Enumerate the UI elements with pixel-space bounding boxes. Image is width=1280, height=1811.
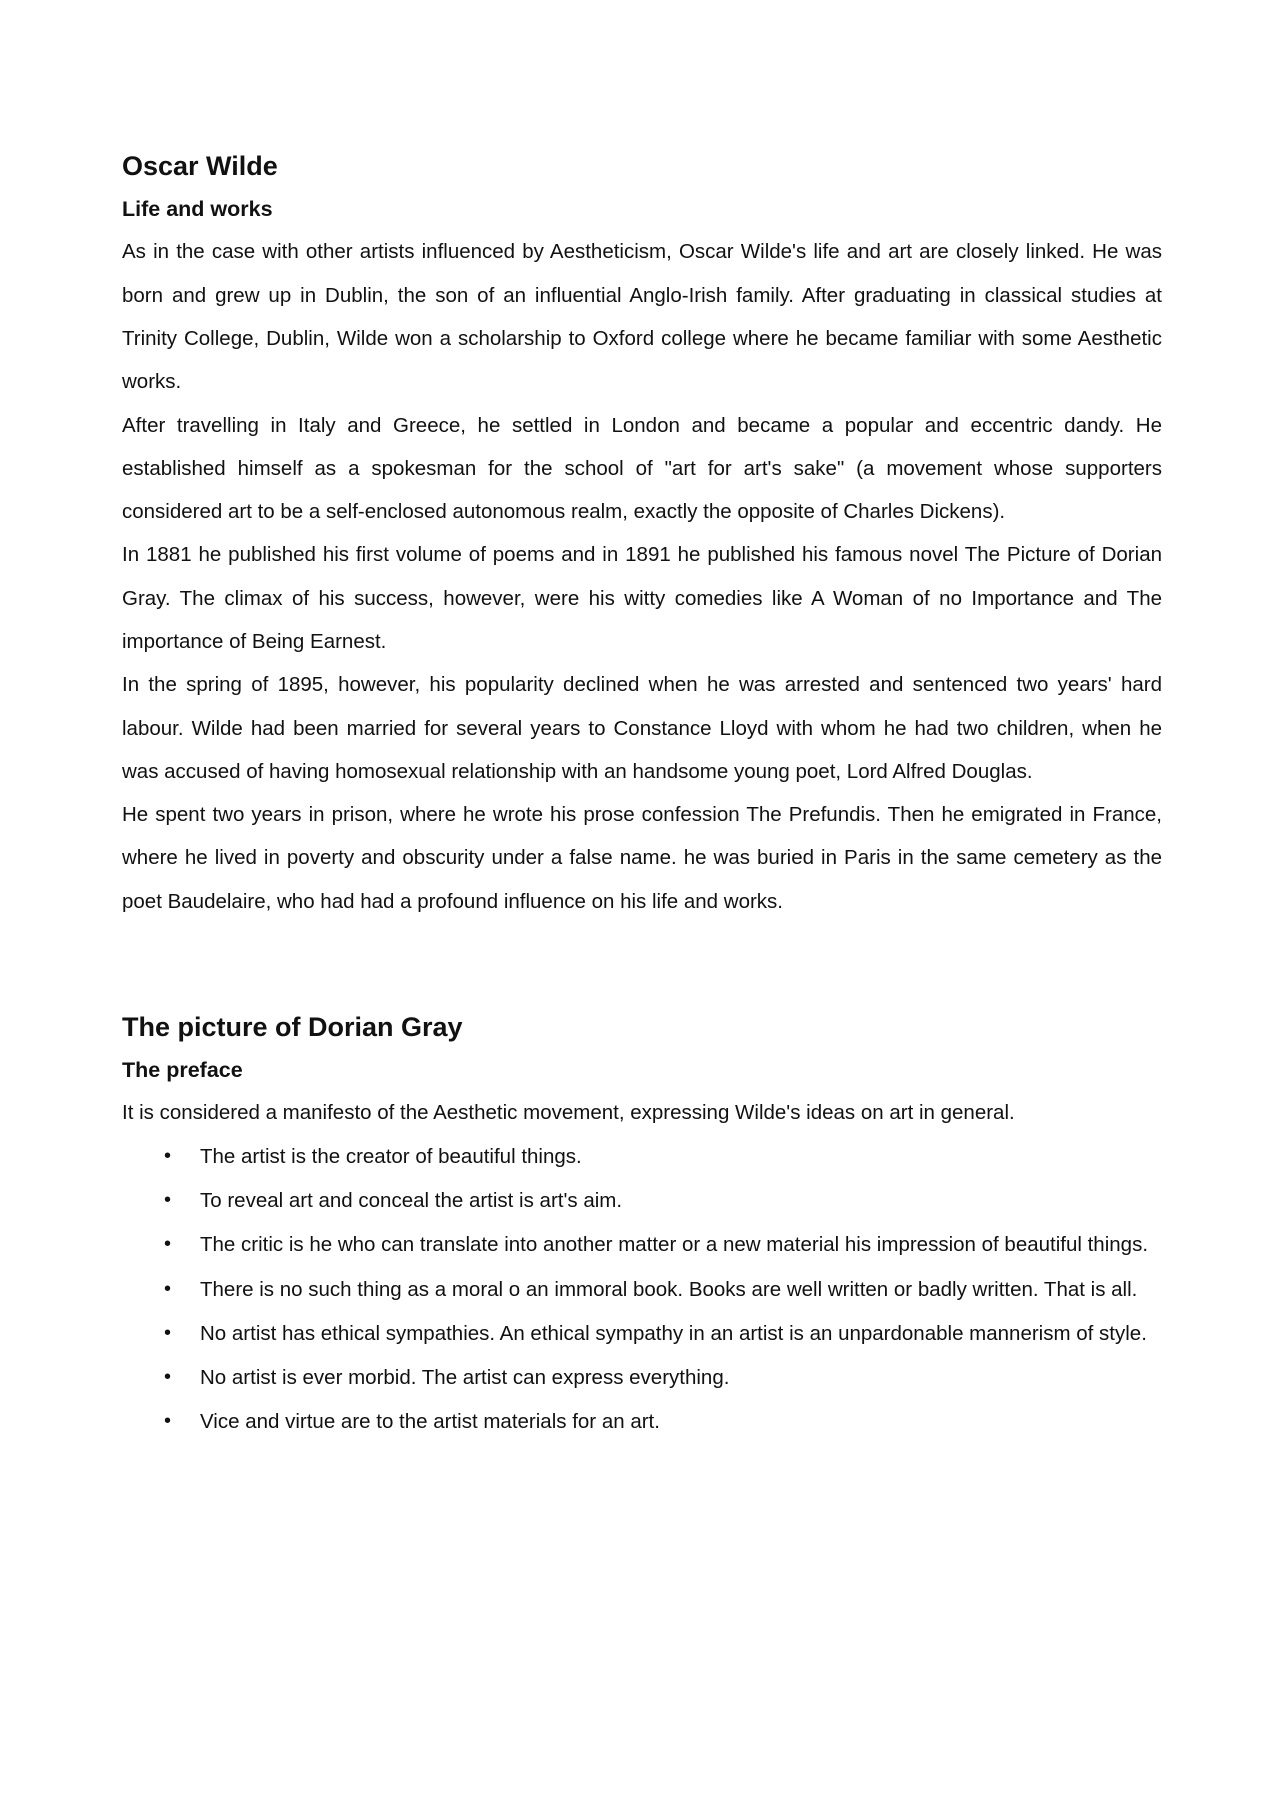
bullet-icon: • xyxy=(164,1277,172,1300)
preface-bullet-list xyxy=(122,1135,1162,1444)
bullet-icon: • xyxy=(164,1233,172,1256)
section-subtitle-life-and-works: Life and works xyxy=(122,197,273,222)
paragraph: After travelling in Italy and Greece, he settled in London and became a popular and eccentric dandy. He established himself as a spokesman for the school of "art for art's sake" (a movement whose supporters considered art to be a self-enclosed autonomous realm, exactly the opposite of Charles Dickens). xyxy=(122,413,1162,524)
paragraph: In 1881 he published his first volume of poems and in 1891 he published his famous novel The Picture of Dorian Gray. The climax of his success, however, were his witty comedies like A Woman of no Importance and The importance of Being Earnest. xyxy=(122,543,1162,653)
list-item xyxy=(122,1312,1162,1355)
section-title-oscar-wilde: Oscar Wilde xyxy=(122,151,278,181)
list-item-text: There is no such thing as a moral o an immoral book. Books are well written or badly written. That is all. xyxy=(200,1277,1138,1301)
list-item-text: To reveal art and conceal the artist is art's aim. xyxy=(200,1189,623,1212)
list-item xyxy=(122,1179,1162,1222)
bullet-icon: • xyxy=(164,1410,172,1433)
bullet-icon: • xyxy=(164,1144,172,1167)
list-item-text: The critic is he who can translate into another matter or a new material his impression of beautiful things. xyxy=(200,1233,1149,1257)
list-item xyxy=(122,1400,1162,1443)
paragraph: As in the case with other artists influenced by Aestheticism, Oscar Wilde's life and art are closely linked. He was born and grew up in Dublin, the son of an influential Anglo-Irish family. After graduating in classical studies at Trinity College, Dublin, Wilde won a scholarship to Oxford college where he became familiar with some Aesthetic works. xyxy=(122,240,1162,394)
section-subtitle-preface: The preface xyxy=(122,1058,243,1083)
list-item-text: Vice and virtue are to the artist materials for an art. xyxy=(200,1410,660,1434)
list-item xyxy=(122,1135,1162,1178)
section-title-dorian-gray: The picture of Dorian Gray xyxy=(122,1012,463,1043)
bullet-icon: • xyxy=(164,1189,172,1211)
list-item-text: No artist is ever morbid. The artist can express everything. xyxy=(200,1366,730,1390)
bullet-icon: • xyxy=(164,1321,172,1344)
preface-intro: It is considered a manifesto of the Aesthetic movement, expressing Wilde's ideas on art in general. xyxy=(122,1101,1015,1125)
list-item xyxy=(122,1223,1162,1266)
list-item xyxy=(122,1356,1162,1399)
document-page xyxy=(122,150,1162,1445)
paragraph: In the spring of 1895, however, his popularity declined when he was arrested and sentenced two years' hard labour. Wilde had been married for several years to Constance Lloyd with whom he had two children, when he was accused of having homosexual relationship with an handsome young poet, Lord Alfred Douglas. xyxy=(122,673,1162,783)
list-item xyxy=(122,1268,1162,1311)
paragraph: He spent two years in prison, where he wrote his prose confession The Prefundis. Then he emigrated in France, where he lived in poverty and obscurity under a false name. he was buried in Paris in the same cemetery as the poet Baudelaire, who had had a profound influence on his life and works. xyxy=(122,803,1162,913)
list-item-text: The artist is the creator of beautiful things. xyxy=(200,1144,582,1168)
list-item-text: No artist has ethical sympathies. An ethical sympathy in an artist is an unpardonable mannerism of style. xyxy=(200,1321,1147,1345)
section-spacer xyxy=(122,923,1162,1011)
bullet-icon: • xyxy=(164,1366,172,1389)
